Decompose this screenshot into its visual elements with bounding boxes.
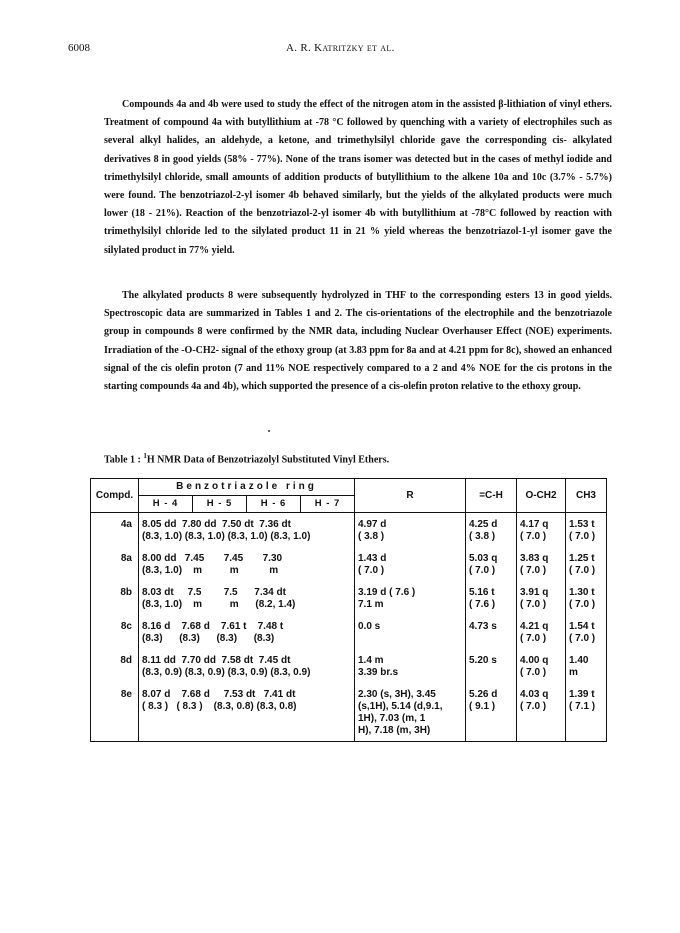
header-ch: =C-H xyxy=(466,479,517,513)
table-row xyxy=(91,513,607,548)
header-h4: H - 4 xyxy=(139,496,193,513)
table-row xyxy=(91,615,607,649)
cell-compd: 4a xyxy=(91,513,139,548)
cell-ch: 5.20 s xyxy=(466,649,517,683)
cell-ring: 8.11 dd 7.70 dd 7.58 dt 7.45 dt (8.3, 0.9) (8.3, 0.9) (8.3, 0.9) (8.3, 0.9) xyxy=(139,649,355,683)
cell-och2: 4.00 q ( 7.0 ) xyxy=(517,649,566,683)
cell-och2: 4.17 q ( 7.0 ) xyxy=(517,513,566,548)
cell-och2: 4.21 q ( 7.0 ) xyxy=(517,615,566,649)
cell-och2: 3.83 q ( 7.0 ) xyxy=(517,547,566,581)
cell-r: 1.4 m 3.39 br.s xyxy=(355,649,466,683)
cell-ch3: 1.39 t ( 7.1 ) xyxy=(566,683,607,742)
cell-r: 4.97 d ( 3.8 ) xyxy=(355,513,466,548)
cell-ch3: 1.30 t ( 7.0 ) xyxy=(566,581,607,615)
header-h7: H - 7 xyxy=(301,496,355,513)
cell-r: 1.43 d ( 7.0 ) xyxy=(355,547,466,581)
cell-ring: 8.07 d 7.68 d 7.53 dt 7.41 dt ( 8.3 ) ( 8.3 ) (8.3, 0.8) (8.3, 0.8) xyxy=(139,683,355,742)
header-h5: H - 5 xyxy=(193,496,247,513)
cell-ch: 5.16 t ( 7.6 ) xyxy=(466,581,517,615)
page-header xyxy=(68,42,616,58)
cell-compd: 8e xyxy=(91,683,139,742)
table-row xyxy=(91,683,607,742)
cell-och2: 3.91 q ( 7.0 ) xyxy=(517,581,566,615)
cell-ch: 4.73 s xyxy=(466,615,517,649)
cell-ring: 8.03 dt 7.5 7.5 7.34 dt (8.3, 1.0) m m (8.2, 1.4) xyxy=(139,581,355,615)
cell-r: 0.0 s xyxy=(355,615,466,649)
header-compd: Compd. xyxy=(91,479,139,513)
cell-r: 3.19 d ( 7.6 ) 7.1 m xyxy=(355,581,466,615)
cell-compd: 8c xyxy=(91,615,139,649)
cell-ring: 8.16 d 7.68 d 7.61 t 7.48 t (8.3) (8.3) (8.3) (8.3) xyxy=(139,615,355,649)
page-number: 6008 xyxy=(68,42,90,54)
cell-ring: 8.00 dd 7.45 7.45 7.30 (8.3, 1.0) m m m xyxy=(139,547,355,581)
table-row xyxy=(91,581,607,615)
caption-text: H NMR Data of Benzotriazolyl Substituted Vinyl Ethers. xyxy=(146,454,390,466)
table-row xyxy=(91,547,607,581)
paragraph-1: Compounds 4a and 4b were used to study the effect of the nitrogen atom in the assisted β-lithiation of vinyl ethers. Treatment of compound 4a with butyllithium at -78 °C followed by quenching with a variety of electrophiles such as several alkyl halides, an aldehyde, a ketone, and trimethylsilyl chloride gave the corresponding cis- alkylated derivatives 8 in good yields (58% - 77%). None of the trans isomer was detected but in the cases of methyl iodide and trimethylsilyl chloride, small amounts of addition products of butyllithium to the alkene 10a and 10c (3.7% - 5.7%) were found. The benzotriazol-2-yl isomer 4b behaved similarly, but the yields of the alkylated products were much lower (18 - 21%). Reaction of the benzotriazol-2-yl isomer 4b with butyllithium at -78°C followed by reaction with trimethylsilyl chloride led to the silylated product 11 in 21 % yield whereas the benzotriazol-1-yl isomer gave the silylated product in 77% yield. xyxy=(104,99,612,256)
header-och2: O-CH2 xyxy=(517,479,566,513)
header-ch3: CH3 xyxy=(566,479,607,513)
cell-ch: 4.25 d ( 3.8 ) xyxy=(466,513,517,548)
cell-compd: 8a xyxy=(91,547,139,581)
cell-ch3: 1.40 m xyxy=(566,649,607,683)
cell-compd: 8b xyxy=(91,581,139,615)
table-caption xyxy=(104,452,389,465)
cell-ch: 5.03 q ( 7.0 ) xyxy=(466,547,517,581)
cell-ring: 8.05 dd 7.80 dd 7.50 dt 7.36 dt (8.3, 1.0) (8.3, 1.0) (8.3, 1.0) (8.3, 1.0) xyxy=(139,513,355,548)
cell-ch3: 1.25 t ( 7.0 ) xyxy=(566,547,607,581)
stray-dot xyxy=(268,430,270,432)
table-row xyxy=(91,649,607,683)
header-ring: Benzotriazole ring xyxy=(139,479,355,496)
header-r: R xyxy=(355,479,466,513)
running-authors: A. R. Katritzky et al. xyxy=(286,42,395,54)
nmr-table xyxy=(90,478,607,742)
paragraph-2: The alkylated products 8 were subsequently hydrolyzed in THF to the corresponding esters 13 in good yields. Spectroscopic data are summarized in Tables 1 and 2. The cis-orientations of the electrophile and the benzotriazole group in compounds 8 were confirmed by the NMR data, including Nuclear Overhauser Effect (NOE) experiments. Irradiation of the -O-CH2- signal of the ethoxy group (at 3.83 ppm for 8a and at 4.21 ppm for 8c), showed an enhanced signal of the cis olefin proton (7 and 11% NOE respectively compared to a 2 and 4% NOE for the cis protons in the starting compounds 4a and 4b), which supported the presence of a cis-olefin proton relative to the ethoxy group. xyxy=(104,290,612,393)
cell-compd: 8d xyxy=(91,649,139,683)
cell-ch: 5.26 d ( 9.1 ) xyxy=(466,683,517,742)
cell-och2: 4.03 q ( 7.0 ) xyxy=(517,683,566,742)
cell-ch3: 1.53 t ( 7.0 ) xyxy=(566,513,607,548)
cell-ch3: 1.54 t ( 7.0 ) xyxy=(566,615,607,649)
cell-r: 2.30 (s, 3H), 3.45 (s,1H), 5.14 (d,9.1, 1H), 7.03 (m, 1 H), 7.18 (m, 3H) xyxy=(355,683,466,742)
caption-prefix: Table 1 : xyxy=(104,454,144,466)
header-h6: H - 6 xyxy=(247,496,301,513)
caption-superscript: 1 xyxy=(143,452,147,460)
